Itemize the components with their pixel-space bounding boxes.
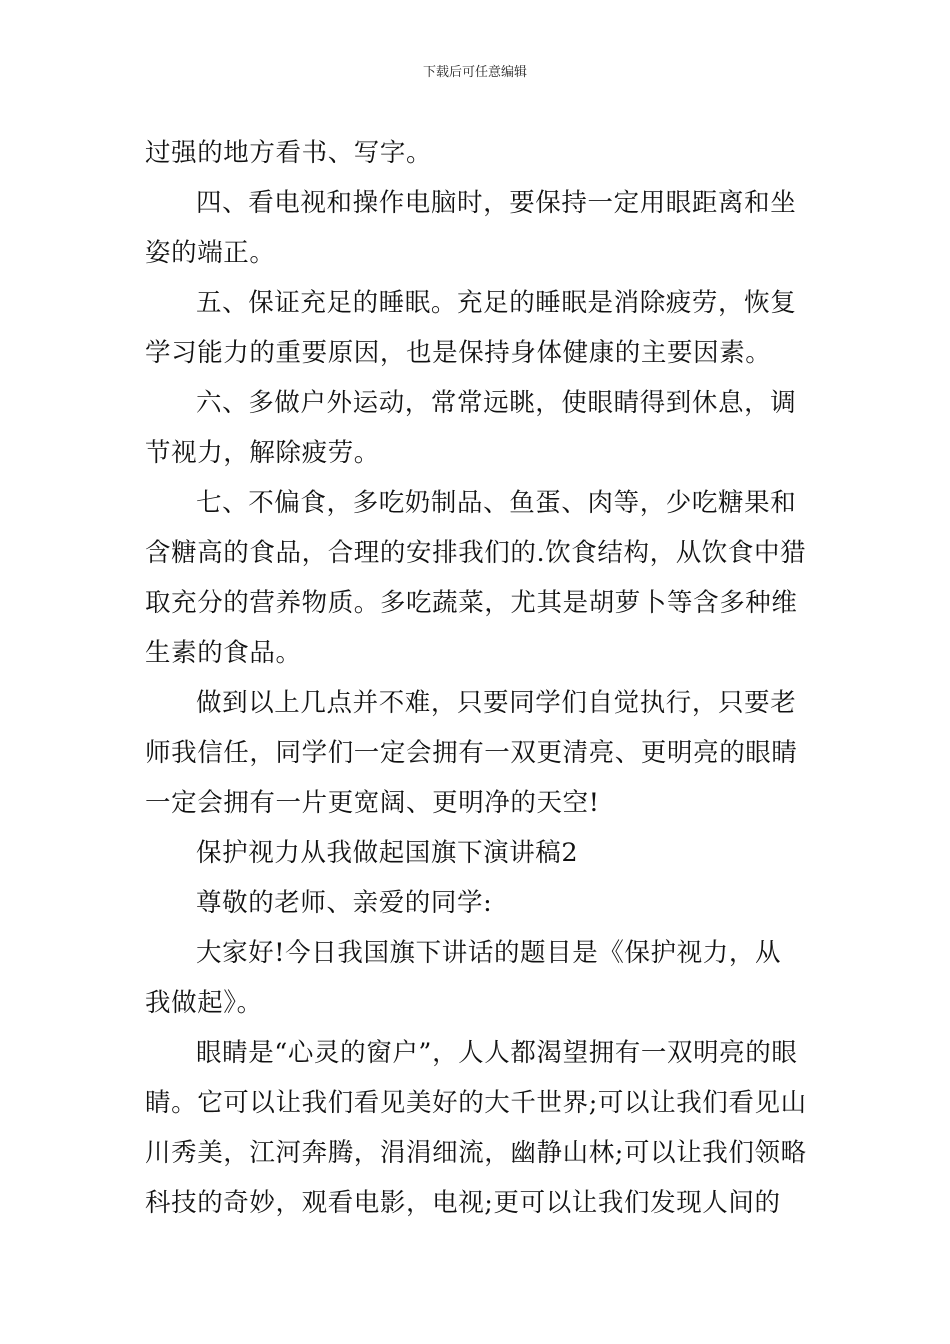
paragraph-item-4: 四、看电视和操作电脑时，要保持一定用眼距离和坐姿的端正。 (145, 188, 797, 268)
paragraph-conclusion: 做到以上几点并不难，只要同学们自觉执行，只要老师我信任，同学们一定会拥有一双更清亮、更明亮的眼睛一定会拥有一片更宽阔、更明净的天空! (145, 688, 798, 818)
document-body (145, 128, 807, 1228)
paragraph-item-5: 五、保证充足的睡眠。充足的睡眠是消除疲劳，恢复学习能力的重要原因，也是保持身体健康的主要因素。 (145, 288, 797, 368)
paragraph-item-7: 七、不偏食，多吃奶制品、鱼蛋、肉等，少吃糖果和含糖高的食品，合理的安排我们的.饮食结构，从饮食中猎取充分的营养物质。多吃蔬菜，尤其是胡萝卜等含多种维生素的食品。 (145, 488, 807, 668)
speech-title: 保护视力从我做起国旗下演讲稿2 (196, 838, 579, 868)
speech-paragraph-eyes: 眼睛是“心灵的窗户”，人人都渴望拥有一双明亮的眼睛。它可以让我们看见美好的大千世界;可以让我们看见山川秀美，江河奔腾，涓涓细流，幽静山林;可以让我们领略科技的奇妙，观看电影，电视;更可以让我们发现人间的 (145, 1038, 807, 1218)
paragraph-continuation: 过强的地方看书、写字。 (145, 138, 433, 168)
speech-salutation: 尊敬的老师、亲爱的同学: (196, 888, 493, 918)
paragraph-item-6: 六、多做户外运动，常常远眺，使眼睛得到休息，调节视力，解除疲劳。 (145, 388, 797, 468)
page-header: 下载后可任意编辑 (422, 65, 527, 80)
speech-greeting: 大家好!今日我国旗下讲话的题目是《保护视力，从我做起》。 (145, 938, 782, 1018)
